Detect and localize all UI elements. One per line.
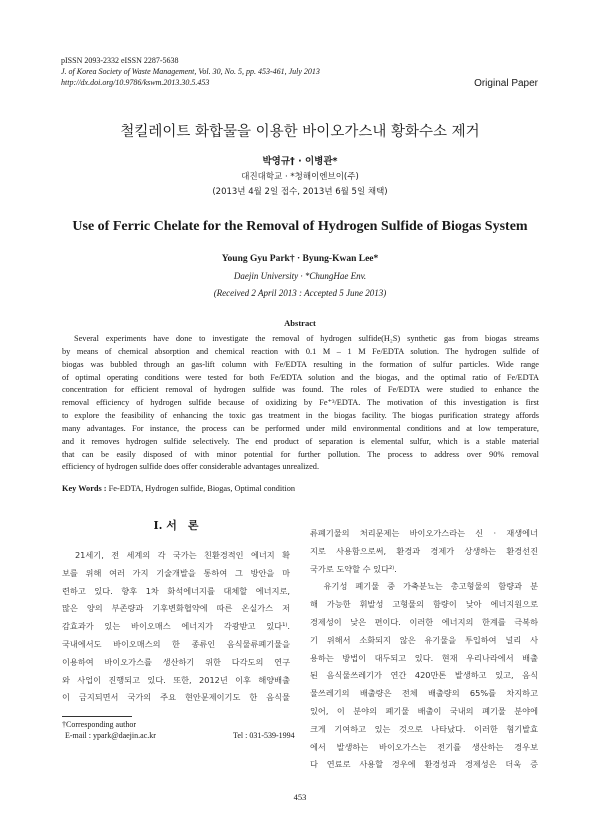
body-line: 유기성 폐기물 중 가축분뇨는 총고형물의 함량과 분 (310, 581, 538, 592)
abstract-body (62, 333, 539, 474)
abstract-line: that can be easily disposed of with minor potential for further pollution. The process to address over 90% removal (62, 449, 539, 459)
footnote-divider (62, 716, 132, 717)
body-line: 에서 발생하는 바이오가스는 전기를 생산하는 경우보 (310, 741, 538, 752)
right-column-text (310, 525, 538, 774)
abstract-line: efficiency of hydrogen sulfide does offer considerable advantages unrealized. (62, 462, 320, 472)
author-email[interactable]: E-mail : ypark@daejin.ac.kr (65, 731, 156, 740)
body-line: 와 사업이 진행되고 있다. 또한, 2012년 이후 해양배출 (62, 674, 290, 685)
body-line: 류폐기물의 처리문제는 바이오가스라는 신 · 재생에너 (310, 528, 538, 538)
abstract-line: by means of chemical absorption and chemical reaction with 0.1 M – 1 M Fe/EDTA solution. The hydrogen sulfide of (62, 346, 539, 356)
body-line: 국내에서도 바이오매스의 한 종류인 음식물류폐기물을 (62, 638, 290, 649)
body-line: 많은 양의 부존량과 기후변화협약에 따른 온실가스 저 (62, 603, 290, 614)
abstract-line: and it removes hydrogen sulfide selectively. The end product of separation is elemental sulfur, which is a stable material (62, 436, 539, 446)
korean-affiliation: 대진대학교 · *청해이엔브이(주) (241, 172, 359, 182)
abstract-line: removal efficiency of hydrogen sulfide because of oxidizing by Fe⁺³/EDTA. The motivation of this investigation is first (62, 398, 539, 408)
body-line: 해 가능한 휘발성 고형물의 함량이 낮아 에너지원으로 (310, 599, 538, 610)
korean-title: 철킬레이트 화합물을 이용한 바이오가스내 황화수소 제거 (120, 124, 480, 140)
journal-citation: J. of Korea Society of Waste Management, Vol. 30, No. 5, pp. 453-461, July 2013 (61, 67, 320, 76)
doi-link[interactable]: http://dx.doi.org/10.9786/kswm.2013.30.5.453 (61, 78, 210, 87)
body-line: 경제성이 낮은 편이다. 이러한 에너지의 한계를 극복하 (310, 616, 538, 627)
body-line: 다 연료로 사용할 경우에 환경성과 경제성은 더욱 증 (310, 759, 538, 770)
body-line: 용하는 방법이 대두되고 있다. 현재 우리나라에서 배출 (310, 652, 538, 663)
abstract-line: to explore the feasibility of enhancing the toxic gas treatment in the biogas facility. The biogas purification strategy affords (62, 411, 539, 421)
keywords (62, 484, 295, 493)
abstract-line: Several experiments have done to investigate the removal of hydrogen sulfide(H₂S) synthetic gas from biogas streams (74, 334, 539, 343)
abstract-line: many advantages. For instance, the process can be performed under mild environmental conditions and at low temperature, (62, 423, 539, 433)
body-line: 련하고 있다. 향후 1차 화석에너지를 대체할 에너지로, (62, 585, 290, 596)
abstract-line: biogas was bubbled through an gas-lift column with Fe/EDTA resulting in the formation of sulfur particles. Wide range (62, 359, 539, 369)
body-line: 크게 기여하고 있는 것으로 나타났다. 이러한 혐기발효 (310, 723, 538, 734)
article-type-label: Original Paper (474, 78, 538, 89)
english-title: Use of Ferric Chelate for the Removal of Hydrogen Sulfide of Biogas System (72, 219, 528, 234)
keywords-text: Fe-EDTA, Hydrogen sulfide, Biogas, Optimal condition (106, 484, 296, 493)
body-line: 된 음식물쓰레기가 연간 420만톤 발생하고 있고, 음식 (310, 670, 538, 681)
english-received-date: (Received 2 April 2013 : Accepted 5 June 2013) (213, 288, 387, 298)
page-number: 453 (293, 792, 307, 802)
body-line: 보를 위해 여러 가지 기술개발을 통하여 그 방안을 마 (62, 567, 290, 578)
body-line: 감효과가 있는 바이오매스 에너지가 각광받고 있다¹⁾. (62, 621, 290, 632)
body-line: 지로 사용함으로써, 환경과 경제가 상생하는 환경선진 (310, 545, 538, 556)
body-line: 국가로 도약할 수 있다²⁾. (310, 563, 397, 574)
corresponding-author-note: †Corresponding author (62, 720, 136, 729)
issn-line: pISSN 2093-2332 eISSN 2287-5638 (61, 56, 179, 65)
abstract-heading: Abstract (284, 318, 316, 328)
abstract-line: concentration for efficient removal of hydrogen sulfide was found. The roles of Fe/EDTA were studied to enhance the (62, 385, 539, 395)
abstract-line: of optimal operating conditions were tested for both Fe/EDTA solution and the biogas, and the optimal ratio of Fe/EDTA (62, 372, 539, 382)
body-line: 이 금지되면서 국가의 주요 현안문제이기도 한 음식물 (62, 692, 290, 703)
body-line: 21세기, 전 세계의 각 국가는 친환경적인 에너지 확 (62, 550, 290, 560)
contact-line (65, 731, 305, 741)
korean-received-date: (2013년 4월 2일 접수, 2013년 6월 5일 채택) (212, 187, 388, 197)
keywords-label: Key Words : (62, 484, 107, 493)
english-affiliation: Daejin University · *ChungHae Env. (233, 271, 367, 281)
korean-authors: 박영규† · 이병관* (262, 156, 338, 167)
author-phone: Tel : 031-539-1994 (233, 731, 295, 740)
body-line: 기 위해서 소화되지 않은 유기물을 투입하여 널리 사 (310, 634, 538, 645)
body-line: 있어, 이 분야의 폐기물 배출이 국내의 폐기물 분야에 (310, 705, 538, 716)
english-authors: Young Gyu Park† · Byung-Kwan Lee* (221, 254, 379, 264)
body-line: 이용하여 바이오가스를 생산하기 위한 다각도의 연구 (62, 656, 290, 667)
introduction-heading: I. 서 론 (153, 519, 199, 532)
left-column-text (62, 547, 290, 707)
body-line: 물쓰레기의 배출량은 전체 배출량의 65%를 차지하고 (310, 688, 538, 699)
